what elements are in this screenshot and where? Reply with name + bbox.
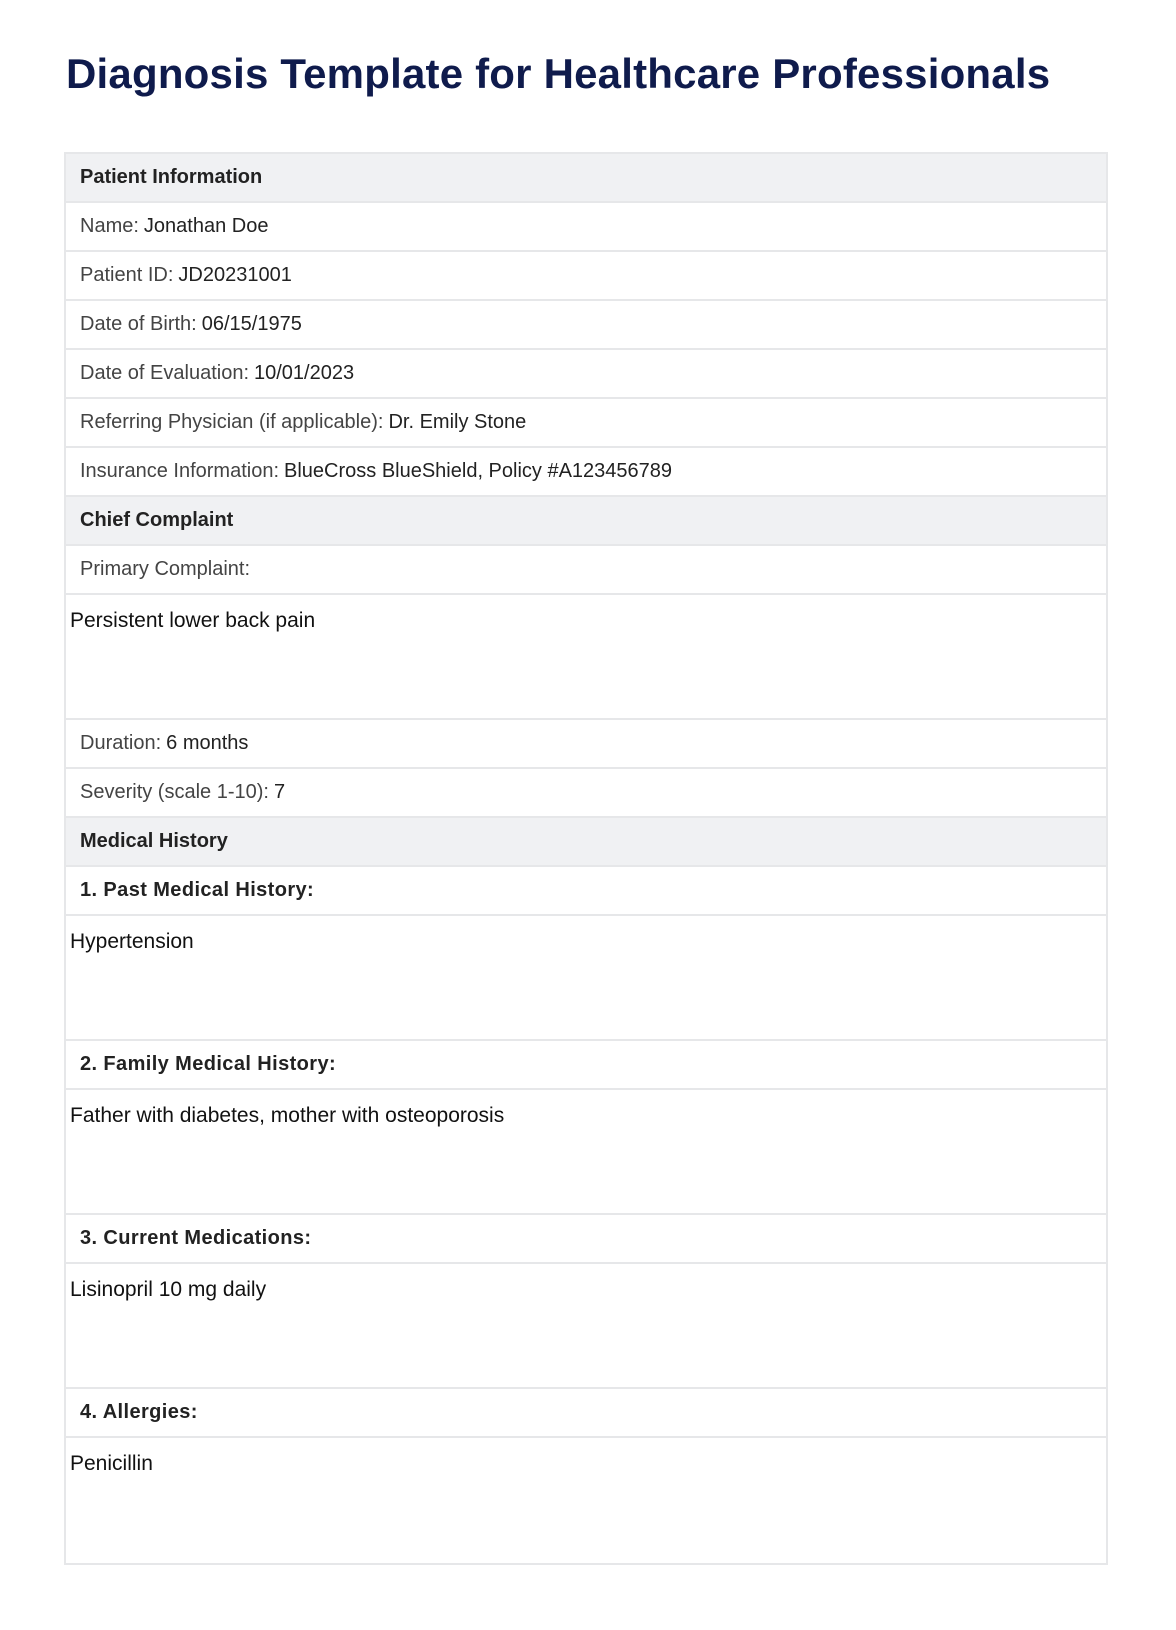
- field-value[interactable]: 06/15/1975: [201, 313, 302, 335]
- field-label: Severity (scale 1-10):: [80, 781, 269, 803]
- field-label: Referring Physician (if applicable):: [80, 411, 384, 433]
- field-severity: [66, 769, 1106, 818]
- field-name: [66, 203, 1106, 252]
- answer-text: Persistent lower back pain: [70, 609, 316, 632]
- subheading-label: 3. Current Medications:: [80, 1227, 312, 1249]
- section-header-chief-complaint: [66, 497, 1106, 546]
- subheading-label: 2. Family Medical History:: [80, 1053, 337, 1075]
- answer-text: Father with diabetes, mother with osteoporosis: [70, 1104, 505, 1127]
- field-date-of-birth: [66, 301, 1106, 350]
- section-title: Medical History: [80, 830, 228, 852]
- page-title: Diagnosis Template for Healthcare Professionals: [66, 50, 1051, 97]
- field-duration: [66, 720, 1106, 769]
- subheading-family-medical-history: [66, 1041, 1106, 1090]
- allergies-textarea[interactable]: [66, 1438, 1106, 1563]
- section-header-patient-information: [66, 154, 1106, 203]
- subheading-allergies: [66, 1389, 1106, 1438]
- field-insurance-information: [66, 448, 1106, 497]
- subheading-past-medical-history: [66, 867, 1106, 916]
- field-value[interactable]: Dr. Emily Stone: [388, 411, 527, 433]
- diagnosis-form: [64, 152, 1108, 1565]
- subheading-current-medications: [66, 1215, 1106, 1264]
- field-label: Date of Birth:: [80, 313, 197, 335]
- field-value[interactable]: JD20231001: [178, 264, 292, 286]
- field-referring-physician: [66, 399, 1106, 448]
- field-primary-complaint-label-row: [66, 546, 1106, 595]
- family-medical-history-textarea[interactable]: [66, 1090, 1106, 1215]
- answer-text: Penicillin: [70, 1452, 153, 1475]
- primary-complaint-textarea[interactable]: [66, 595, 1106, 720]
- field-label: Name:: [80, 215, 139, 237]
- field-value[interactable]: BlueCross BlueShield, Policy #A123456789: [284, 460, 673, 482]
- field-label: Patient ID:: [80, 264, 174, 286]
- field-patient-id: [66, 252, 1106, 301]
- subheading-label: 4. Allergies:: [80, 1401, 198, 1423]
- answer-text: Hypertension: [70, 930, 194, 953]
- field-label: Duration:: [80, 732, 162, 754]
- field-label: Insurance Information:: [80, 460, 279, 482]
- field-label: Date of Evaluation:: [80, 362, 249, 384]
- field-value[interactable]: 6 months: [166, 732, 249, 754]
- section-header-medical-history: [66, 818, 1106, 867]
- field-value[interactable]: Jonathan Doe: [143, 215, 269, 237]
- section-title: Patient Information: [80, 166, 263, 188]
- field-value[interactable]: 10/01/2023: [254, 362, 355, 384]
- answer-text: Lisinopril 10 mg daily: [70, 1278, 267, 1301]
- current-medications-textarea[interactable]: [66, 1264, 1106, 1389]
- past-medical-history-textarea[interactable]: [66, 916, 1106, 1041]
- field-date-of-evaluation: [66, 350, 1106, 399]
- field-label: Primary Complaint:: [80, 558, 251, 580]
- field-value[interactable]: 7: [273, 781, 286, 803]
- subheading-label: 1. Past Medical History:: [80, 879, 315, 901]
- section-title: Chief Complaint: [80, 509, 234, 531]
